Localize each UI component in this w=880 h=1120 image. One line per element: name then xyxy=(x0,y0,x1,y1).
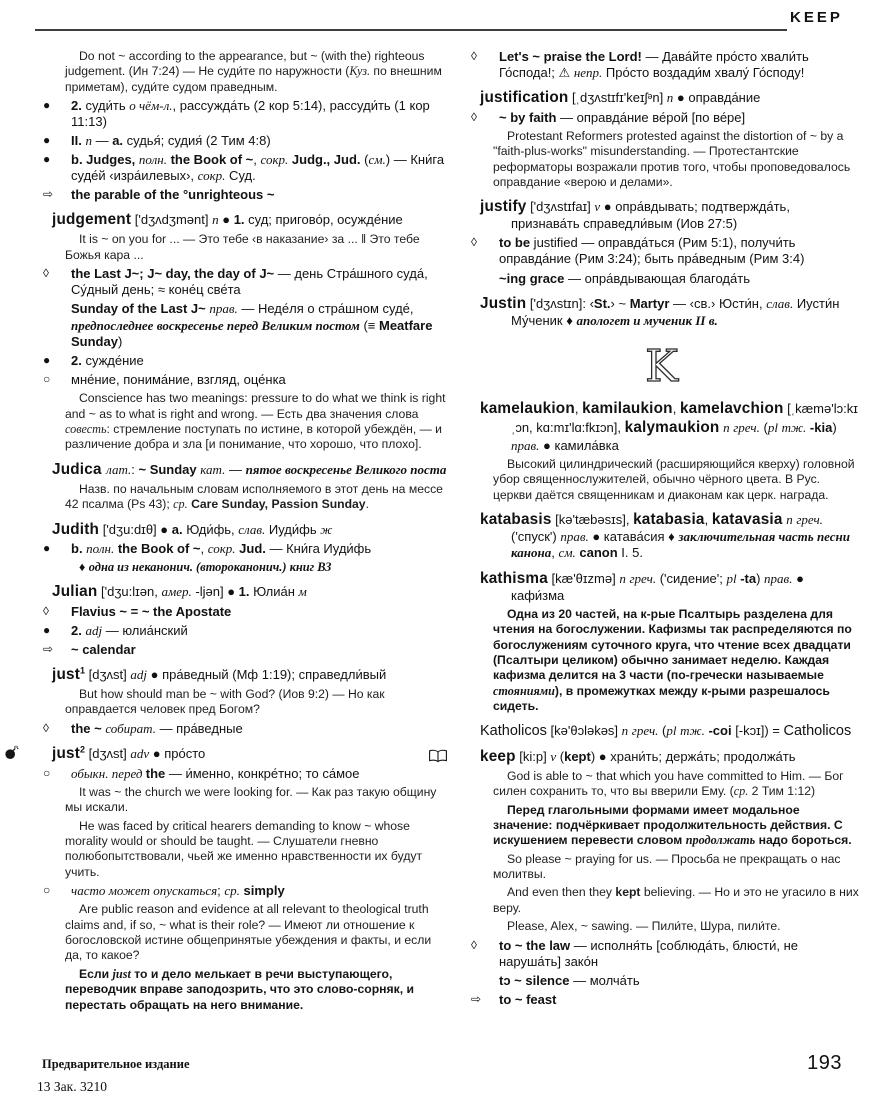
phrase-item: ◊ the Last J~; J~ day, the day of J~ — день Стра́шного суда́, Су́дный день; ≈ коне́ц све́та xyxy=(43,265,428,298)
example: He was faced by critical hearers demanding to know ~ whose morality would or should be taught. — Слушатели гневно полюбопытствовали, чьей же именно нравственности их будут учить. xyxy=(65,818,423,879)
phrase-item: ◊ Flavius ~ = ~ the Apostate xyxy=(43,604,232,620)
usage-note: Одна из 20 частей, на к-рые Псалтырь разделена для чтения на богослужении. Кафизмы так распределяются по богослужениям суточного круга, что чтение всех двадцати (Псалтыри целиком) обычно занимает неделю. Каждая кафизма делится на 3 части (по-гречески называемые стояниями), в промежутках между к-рыми разрешалось сидеть. xyxy=(493,606,852,714)
sense-item: ○ обыкн. перед the — и́менно, конкре́тно; то са́мое xyxy=(43,765,360,781)
sense-item: ○ мне́ние, понима́ние, взгляд, оце́нка xyxy=(43,371,286,387)
sense-item: ● 2. adj — юлиа́нский xyxy=(43,622,188,638)
usage-comment: Назв. по начальным словам исполняемого в этот день на мессе 42 псалма (Ps 43); ср. Care Sunday, Passion Sunday. xyxy=(65,481,443,512)
example: But how should man be ~ with God? (Иов 9:2) — Но как оправдается человек пред Богом? xyxy=(65,686,385,717)
entry-judith: Judith ['dʒu:dɪθ] ● a. Юди́фь, слав. Иуди́фь ж xyxy=(52,520,333,538)
example-judge-cont: Do not ~ according to the appearance, but ~ (with the) righteous judgement. (Ин 7:24) — Не суди́те по наружности (Куз. по внешним приметам), суди́те судом праведным. xyxy=(65,49,442,94)
phrase-sub-item: tɔ ~ silence — молча́ть xyxy=(499,973,640,988)
sense-item: ● b. Judges, полн. the Book of ~, сокр. Judg., Jud. (см.) — Кни́га суде́й ‹изра́илевых›, сокр. Суд. xyxy=(43,151,445,184)
cross-reference: ⇨ ~ calendar xyxy=(43,641,136,657)
usage-note: Перед глагольными формами имеет модальное значение: подчёркивает продолжительность действия. С искушением перевести словом продолжать надо бороться. xyxy=(493,802,852,848)
entry-katabasis: katabasis [kə'tæbəsɪs], katabasia, katavasia n греч. ('спуск') прав. ● катава́сия ♦ заключительная часть песни канона, см. canon I. 5. xyxy=(480,510,850,561)
right-column xyxy=(463,46,860,1011)
entry-kamelaukion: kamelaukion, kamilaukion, kamelavchion [ˌkæmə'lɔ:kɪˌɔn, kɑ:mɪ'lɑ:fkɪɔn], kalymaukion n греч. (pl тж. -kia) прав. ● камила́вка xyxy=(480,400,858,453)
running-head: KEEP xyxy=(790,9,843,26)
example: It is ~ on you for ... — Это тебе ‹в наказание› за ... ‖ Это тебе Божья кара ... xyxy=(65,232,420,262)
sense-item: ● 2. суди́ть о чём-л., рассужда́ть (2 кор 5:14), рассуди́ть (1 кор 11:13) xyxy=(43,98,430,130)
phrase-sub-item: Sunday of the Last J~ прав. — Неде́ля о стра́шном суде́, предпоследнее воскресенье перед Великим постом (≡ Meatfare Sunday) xyxy=(71,301,433,349)
sense-item: ● 2. сужде́ние xyxy=(43,353,144,369)
page-number: 193 xyxy=(807,1052,842,1074)
entry-kathisma: kathisma [kæ'θɪzmə] n греч. ('сидение'; pl -ta) прав. ● кафи́зма xyxy=(480,569,804,603)
entry-keep xyxy=(463,747,860,766)
example: Protestant Reformers protested against the distortion of ~ by a "faith-plus-works" misunderstanding. — Протестантские реформаторы возражали против того, чтобы проповедовалось оправдание «верою и делами». xyxy=(493,128,851,189)
left-column xyxy=(35,46,448,1016)
gloss-note: ♦ одна из неканонич. (второканонич.) книг ВЗ xyxy=(79,559,332,574)
example: Conscience has two meanings: pressure to do what we think is right and ~ as to what is right and wrong. — Есть два значения слова совесть: стремление поступать по истине, в которой убеждён, — и различение добра и зла [и понимание, что хорошо, что плохо]. xyxy=(65,391,446,452)
footer-edition-label: Предварительное издание xyxy=(42,1057,190,1071)
entry-justification: justification [ˌdʒʌstɪfɪ'keɪʃᵊn] n ● оправда́ние xyxy=(480,89,761,106)
footer-imprint: 13 Зак. 3210 xyxy=(37,1079,107,1094)
entry-text: keep [ki:p] v (kept) ● храни́ть; держа́ть; продолжа́ть xyxy=(480,747,796,765)
cross-reference: ⇨ to ~ feast xyxy=(471,992,557,1008)
section-letter-k: K xyxy=(645,341,678,393)
example: And even then they kept believing. — Но и это не угасило в них веру. xyxy=(493,885,859,915)
example: God is able to ~ that which you have committed to Him. — Бог силен сохранить то, что вы вверили Ему. (ср. 2 Тим 1:12) xyxy=(493,768,844,799)
example: It was ~ the church we were looking for. — Как раз такую общину мы искали. xyxy=(65,784,437,815)
cross-reference: ⇨ the parable of the °unrighteous ~ xyxy=(43,186,275,202)
sense-item: ○ часто может опускаться; ср. simply xyxy=(43,883,285,899)
entry-judica: Judica лат.: ~ Sunday кат. — пятое воскресенье Великого поста xyxy=(52,460,447,478)
phrase-item: ◊ the ~ собират. — пра́ведные xyxy=(43,720,243,736)
entry-just1: just$^1$ [dʒʌst] adj ● пра́ведный (Мф 1:19); справедли́вый xyxy=(52,665,387,683)
entry-text: just$^2$ [dʒʌst] adv ● про́сто xyxy=(52,744,206,762)
example: Please, Alex, ~ sawing. — Пили́те, Шура, пили́те. xyxy=(507,919,781,934)
phrase-item: ◊ Let's ~ praise the Lord! — Дава́йте про́сто хвали́ть Го́спода!; ⚠ непр. Про́сто воздади́м хвалу́ Го́споду! xyxy=(471,48,809,80)
usage-comment: Высокий цилиндрический (расширяющийся кверху) головной убор священнослужителей, обычно чёрного цвета. В Рус. церкви даётся священникам и диаконам как церк. награда. xyxy=(493,456,855,502)
sense-item: ● b. полн. the Book of ~, сокр. Jud. — Кни́га Иуди́фь xyxy=(43,541,372,557)
phrase-item: ◊ ~ by faith — оправда́ние ве́рой [по ве́ре] xyxy=(471,109,746,125)
phrase-item: ◊ to ~ the law — исполня́ть [соблюда́ть, блюсти́, не наруша́ть] зако́н xyxy=(471,937,798,969)
phrase-sub-item: ~ing grace — опра́вдывающая благода́ть xyxy=(499,270,750,286)
example: So please ~ praying for us. — Просьба не прекращать о нас молитвы. xyxy=(493,851,841,881)
phrase-item: ◊ to be justified — оправда́ться (Рим 5:1), получи́ть оправда́ние (Рим 3:24); быть пра́ведным (Рим 3:4) xyxy=(471,235,805,267)
entry-judgement: judgement ['dʒʌdʒmənt] n ● 1. суд; пригово́р, осужде́ние xyxy=(52,211,403,229)
header-rule xyxy=(35,29,787,31)
entry-just2 xyxy=(35,744,448,763)
sense-item: ● II. n — a. судья́; судия́ (2 Тим 4:8) xyxy=(43,133,271,149)
entry-justin: Justin ['dʒʌstɪn]: ‹St.› ~ Martyr — ‹св.› Юсти́н, слав. Иусти́н Му́ченик ♦ апологет и мученик II в. xyxy=(480,294,840,329)
entry-justify: justify ['dʒʌstɪfaɪ] v ● опра́вдывать; подтвержда́ть, признава́ть справедли́вым (Иов 27:5) xyxy=(480,198,790,232)
entry-julian: Julian ['dʒu:lɪən, амер. -ljən] ● 1. Юлиа́н м xyxy=(52,583,307,601)
example: Are public reason and evidence at all relevant to theological truth claims and, if so, ~ what is their role? — Имеют ли отношение к богословской истине общепринятые убеждения и факты, и если да, то какое? xyxy=(65,902,432,963)
entry-katholicos: Katholicos [kə'θɔləkəs] n греч. (pl тж. -coi [-kɔɪ]) = Catholicos xyxy=(480,722,852,739)
usage-note: Если just то и дело мелькает в речи выступающего, переводчик вправе заподозрить, что это слово-сорняк, и перестать обращать на него внимание. xyxy=(65,966,414,1012)
